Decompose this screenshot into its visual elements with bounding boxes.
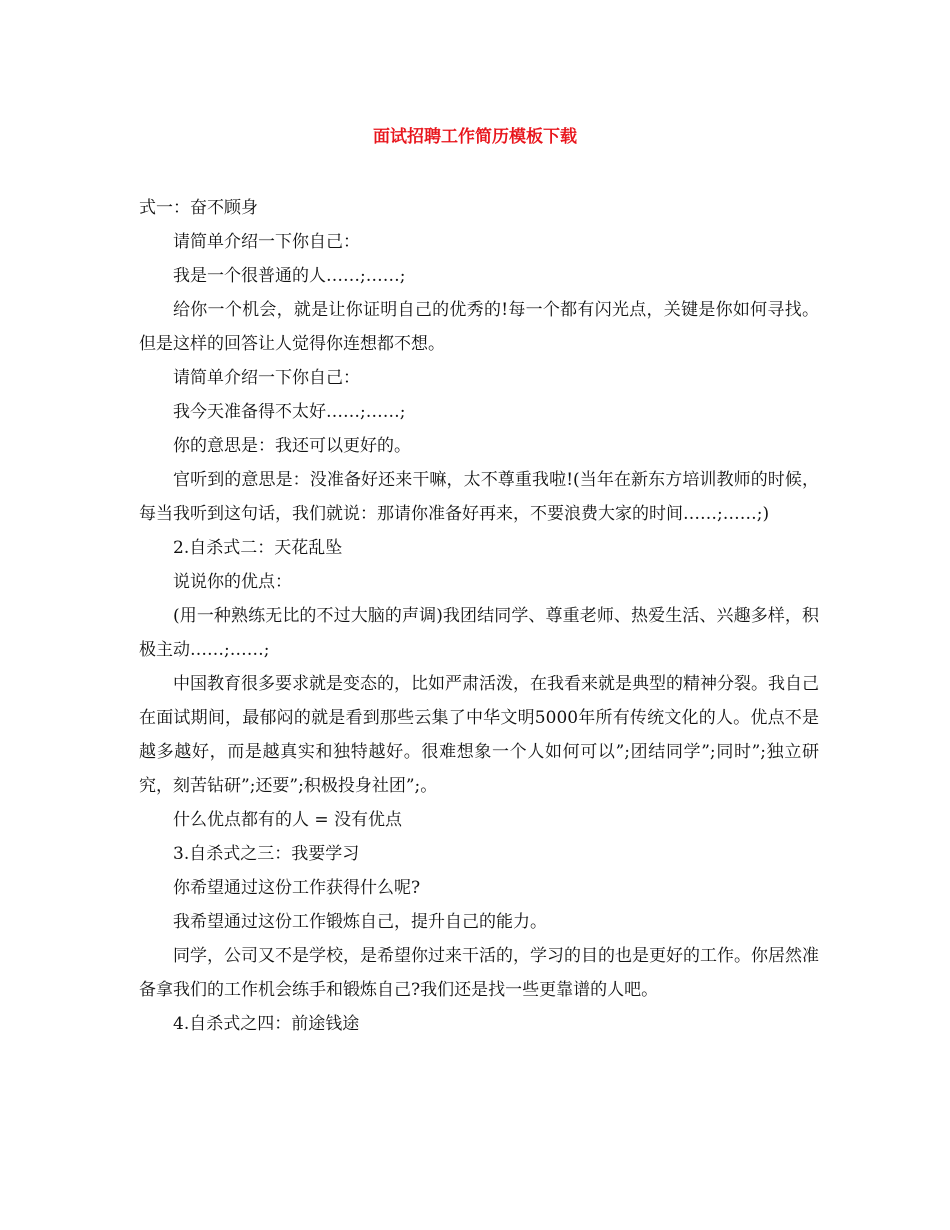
- question-paragraph: 你希望通过这份工作获得什么呢?: [173, 878, 421, 898]
- section-heading: 式一：奋不顾身: [139, 198, 258, 218]
- summary-paragraph: 什么优点都有的人 = 没有优点: [173, 810, 403, 830]
- answer-paragraph: (用一种熟练无比的不过大脑的声调)我团结同学、尊重老师、热爱生活、兴趣多样，积极主动……;……;: [139, 606, 819, 660]
- question-paragraph: 请简单介绍一下你自己：: [173, 232, 360, 252]
- answer-paragraph: 我今天准备得不太好……;……;: [173, 402, 406, 422]
- answer-paragraph: 我是一个很普通的人……;……;: [173, 266, 406, 286]
- section-heading: 4.自杀式之四：前途钱途: [173, 1014, 360, 1034]
- document-title: 面试招聘工作简历模板下载: [373, 127, 577, 147]
- commentary-paragraph: 你的意思是：我还可以更好的。: [173, 436, 411, 456]
- commentary-paragraph: 同学，公司又不是学校，是希望你过来干活的，学习的目的也是更好的工作。你居然准备拿我们的工作机会练手和锻炼自己?我们还是找一些更靠谱的人吧。: [139, 946, 819, 1000]
- question-paragraph: 说说你的优点：: [173, 572, 292, 592]
- commentary-paragraph: 给你一个机会，就是让你证明自己的优秀的!每一个都有闪光点，关键是你如何寻找。但是这样的回答让人觉得你连想都不想。: [139, 300, 819, 354]
- question-paragraph: 请简单介绍一下你自己：: [173, 368, 360, 388]
- commentary-paragraph: 官听到的意思是：没准备好还来干嘛，太不尊重我啦!(当年在新东方培训教师的时候，每当我听到这句话，我们就说：那请你准备好再来，不要浪费大家的时间……;……;): [139, 470, 819, 524]
- commentary-paragraph: 中国教育很多要求就是变态的，比如严肃活泼，在我看来就是典型的精神分裂。我自己在面试期间，最郁闷的就是看到那些云集了中华文明5000年所有传统文化的人。优点不是越多越好，而是越真实和独特越好。很难想象一个人如何可以”;团结同学”;同时”;独立研究，刻苦钻研”;还要”;积极投身社团”;。: [139, 674, 819, 796]
- section-heading: 2.自杀式二：天花乱坠: [173, 538, 343, 558]
- document-body: [139, 191, 819, 1041]
- section-heading: 3.自杀式之三：我要学习: [173, 844, 360, 864]
- answer-paragraph: 我希望通过这份工作锻炼自己，提升自己的能力。: [173, 912, 547, 932]
